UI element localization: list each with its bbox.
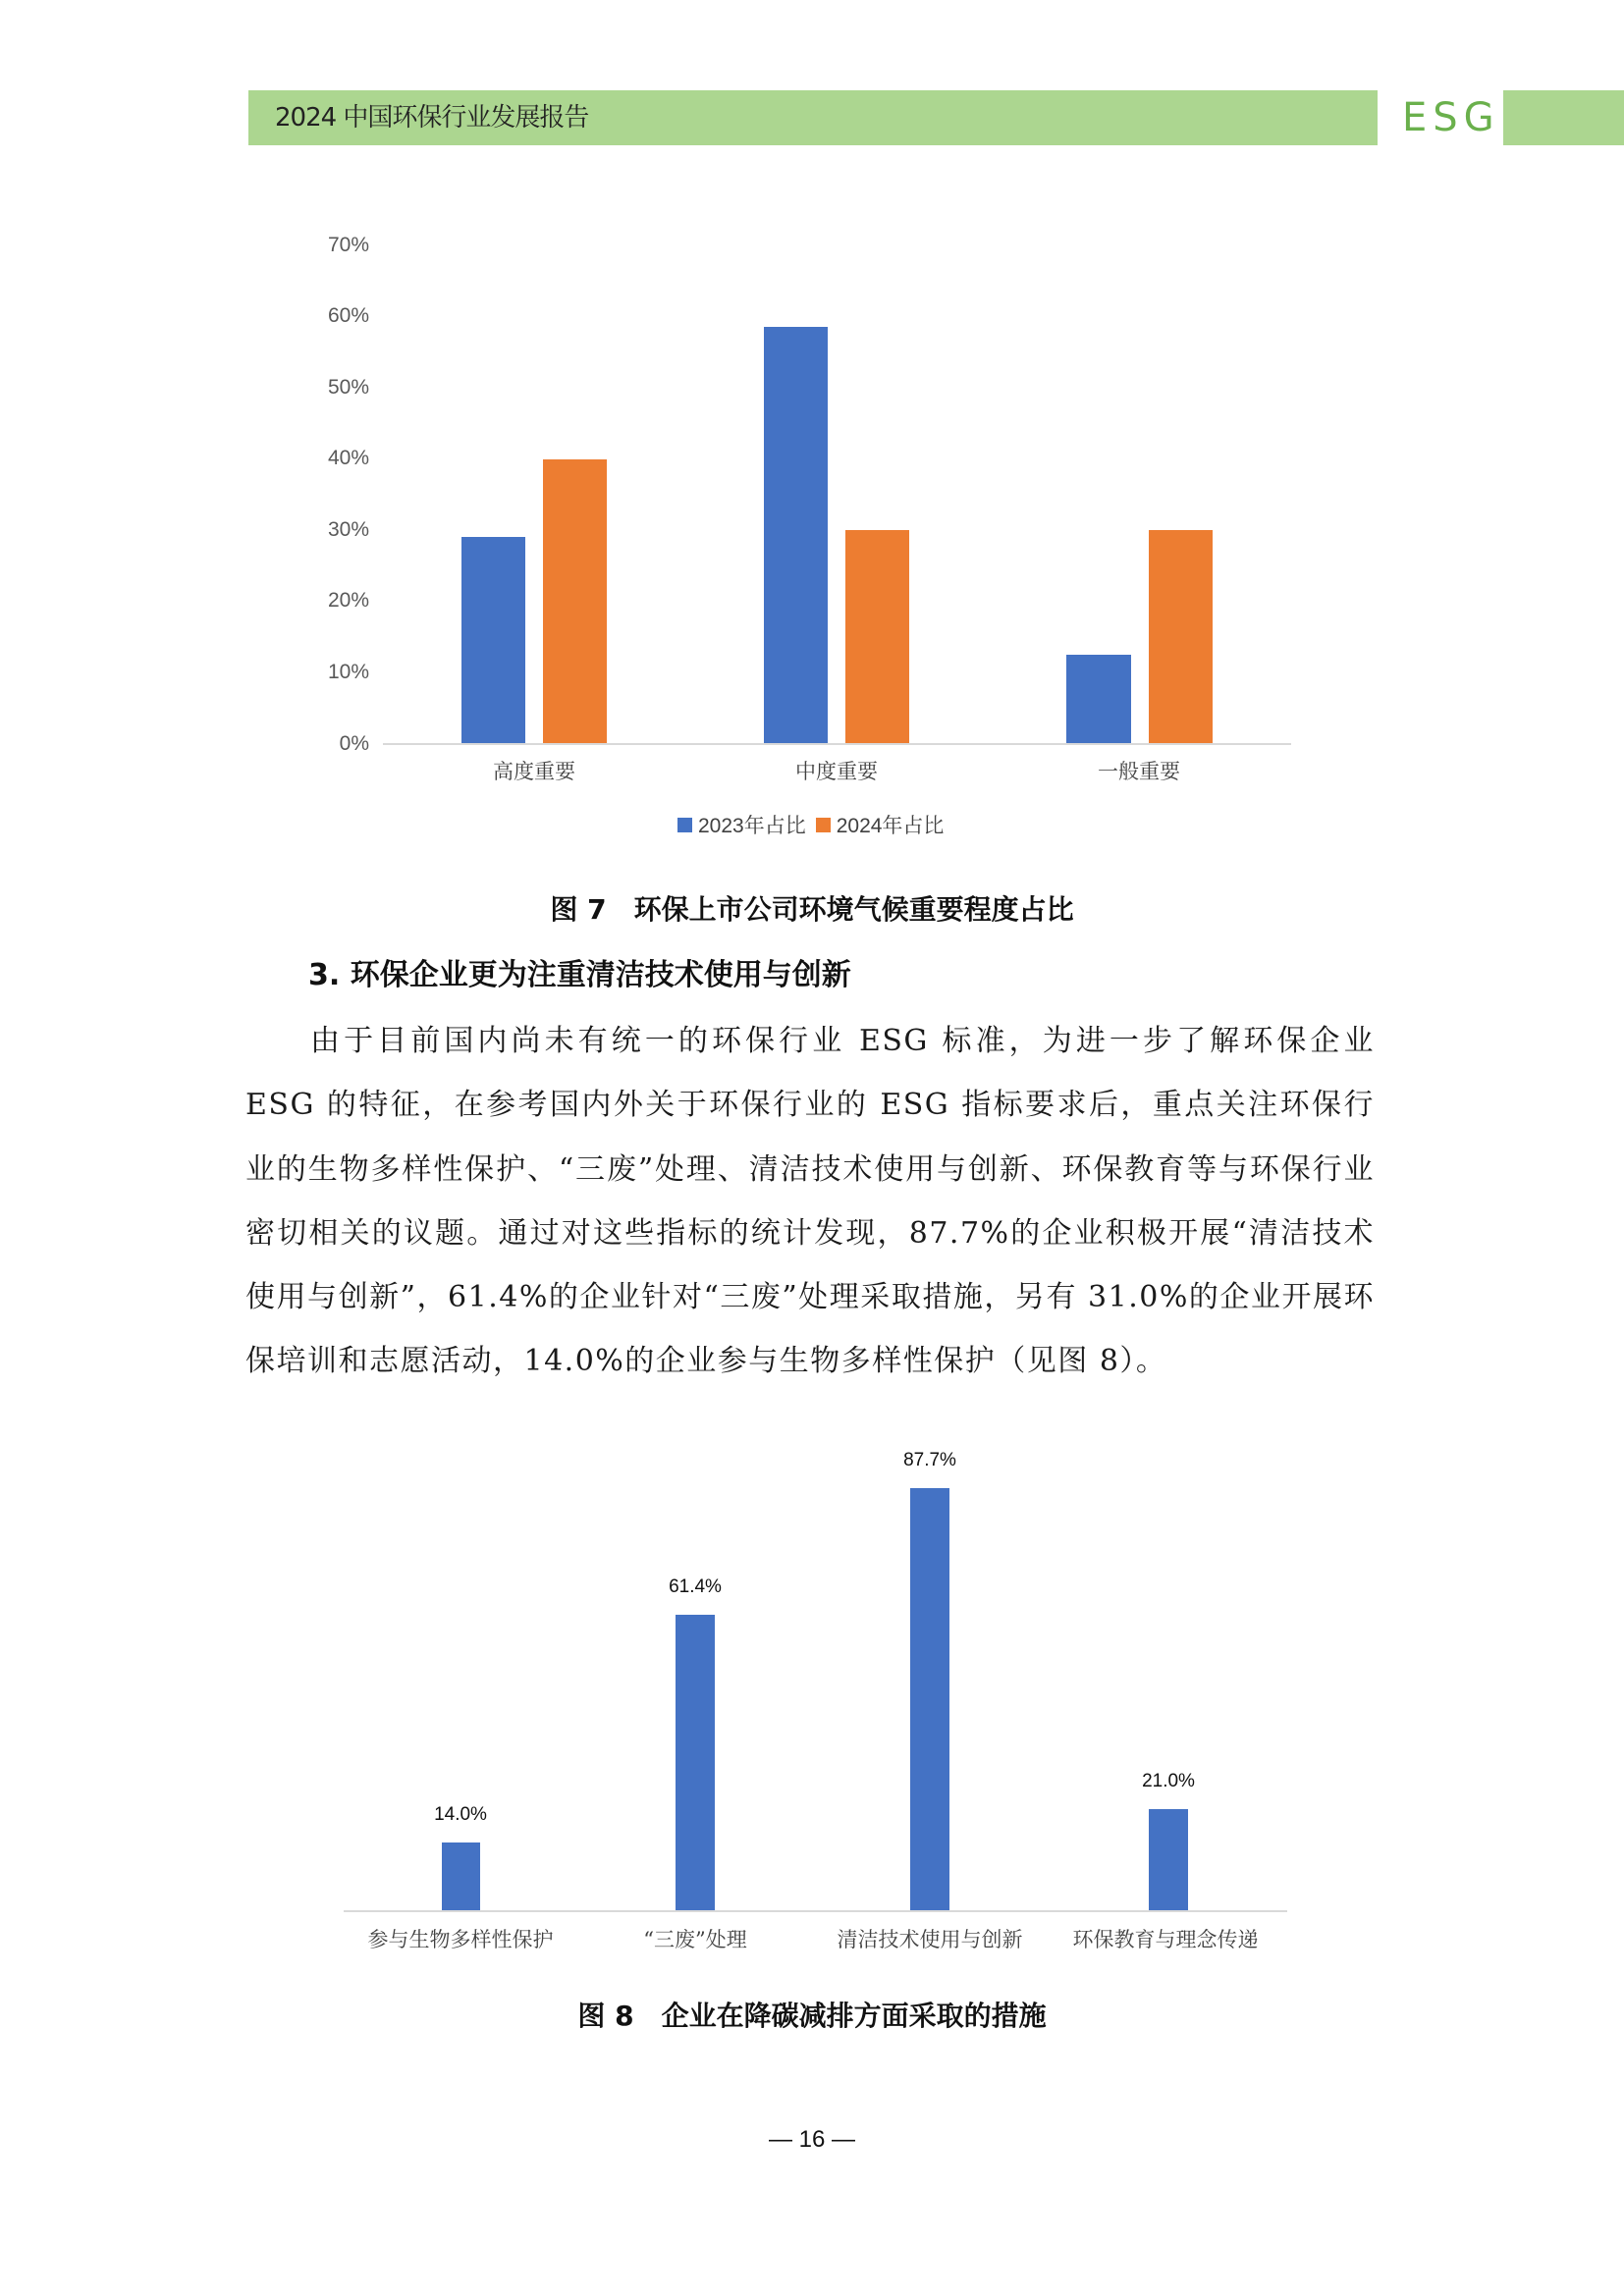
category-label: “三废”处理 xyxy=(643,1928,747,1951)
x-axis-line xyxy=(344,1910,1287,1912)
y-tick: 10% xyxy=(327,661,369,683)
category-label: 参与生物多样性保护 xyxy=(367,1928,554,1951)
y-tick: 50% xyxy=(327,376,369,399)
y-tick: 40% xyxy=(327,447,369,469)
bar-2024-high xyxy=(543,459,607,743)
legend-label: 2024年占比 xyxy=(836,815,945,837)
section-heading: 3. 环保企业更为注重清洁技术使用与创新 xyxy=(308,958,851,992)
category-label: 中度重要 xyxy=(795,760,878,783)
report-title: 2024 中国环保行业发展报告 xyxy=(275,103,589,133)
bar-2024-general xyxy=(1149,530,1213,743)
bar-biodiversity xyxy=(442,1842,480,1910)
esg-badge: ESG xyxy=(1402,95,1500,140)
bar-education xyxy=(1149,1809,1188,1910)
legend-swatch-blue-icon xyxy=(677,818,692,832)
bar-2023-high xyxy=(461,537,525,743)
figure-7-caption: 图 7 环保上市公司环境气候重要程度占比 xyxy=(550,893,1074,926)
bar-2024-medium xyxy=(845,530,909,743)
category-label: 环保教育与理念传递 xyxy=(1072,1928,1259,1951)
bar-clean-tech xyxy=(910,1488,949,1910)
y-tick: 0% xyxy=(339,732,369,755)
legend-swatch-orange-icon xyxy=(816,818,831,832)
y-tick: 20% xyxy=(327,589,369,612)
x-axis-line xyxy=(383,743,1291,745)
page-number: — 16 — xyxy=(768,2126,856,2153)
category-label: 高度重要 xyxy=(493,760,575,783)
category-label: 一般重要 xyxy=(1098,760,1180,783)
figure-8-caption: 图 8 企业在降碳减排方面采取的措施 xyxy=(577,2000,1047,2032)
header-bar-right xyxy=(1503,90,1624,145)
category-label: 清洁技术使用与创新 xyxy=(837,1928,1023,1951)
legend-item-2024 xyxy=(816,810,945,839)
bar-2023-medium xyxy=(764,327,828,743)
bar-2023-general xyxy=(1066,655,1131,743)
data-label: 14.0% xyxy=(434,1804,487,1826)
chart-legend xyxy=(677,811,953,838)
bar-three-wastes xyxy=(676,1615,715,1910)
data-label: 87.7% xyxy=(903,1450,956,1471)
data-label: 61.4% xyxy=(669,1576,722,1598)
body-paragraph: 由于目前国内尚未有统一的环保行业 ESG 标准，为进一步了解环保企业 ESG 的特征，在参考国内外关于环保行业的 ESG 指标要求后，重点关注环保行业的生物多样性保护、“三废”处理、清洁技术使用与创新、环保教育等与环保行业密切相关的议题。通过对这些指标的统计发现，87.7%的企业积极开展“清洁技术使用与创新”，61.4%的企业针对“三废”处理采取措施，另有 31.0%的企业开展环保培训和志愿活动，14.0%的企业参与生物多样性保护（见图 8）。 xyxy=(245,1024,1375,1379)
y-tick: 70% xyxy=(327,234,369,256)
data-label: 21.0% xyxy=(1142,1771,1195,1792)
y-tick: 60% xyxy=(327,304,369,327)
y-tick: 30% xyxy=(327,518,369,541)
legend-label: 2023年占比 xyxy=(698,815,806,837)
legend-item-2023 xyxy=(677,810,806,839)
